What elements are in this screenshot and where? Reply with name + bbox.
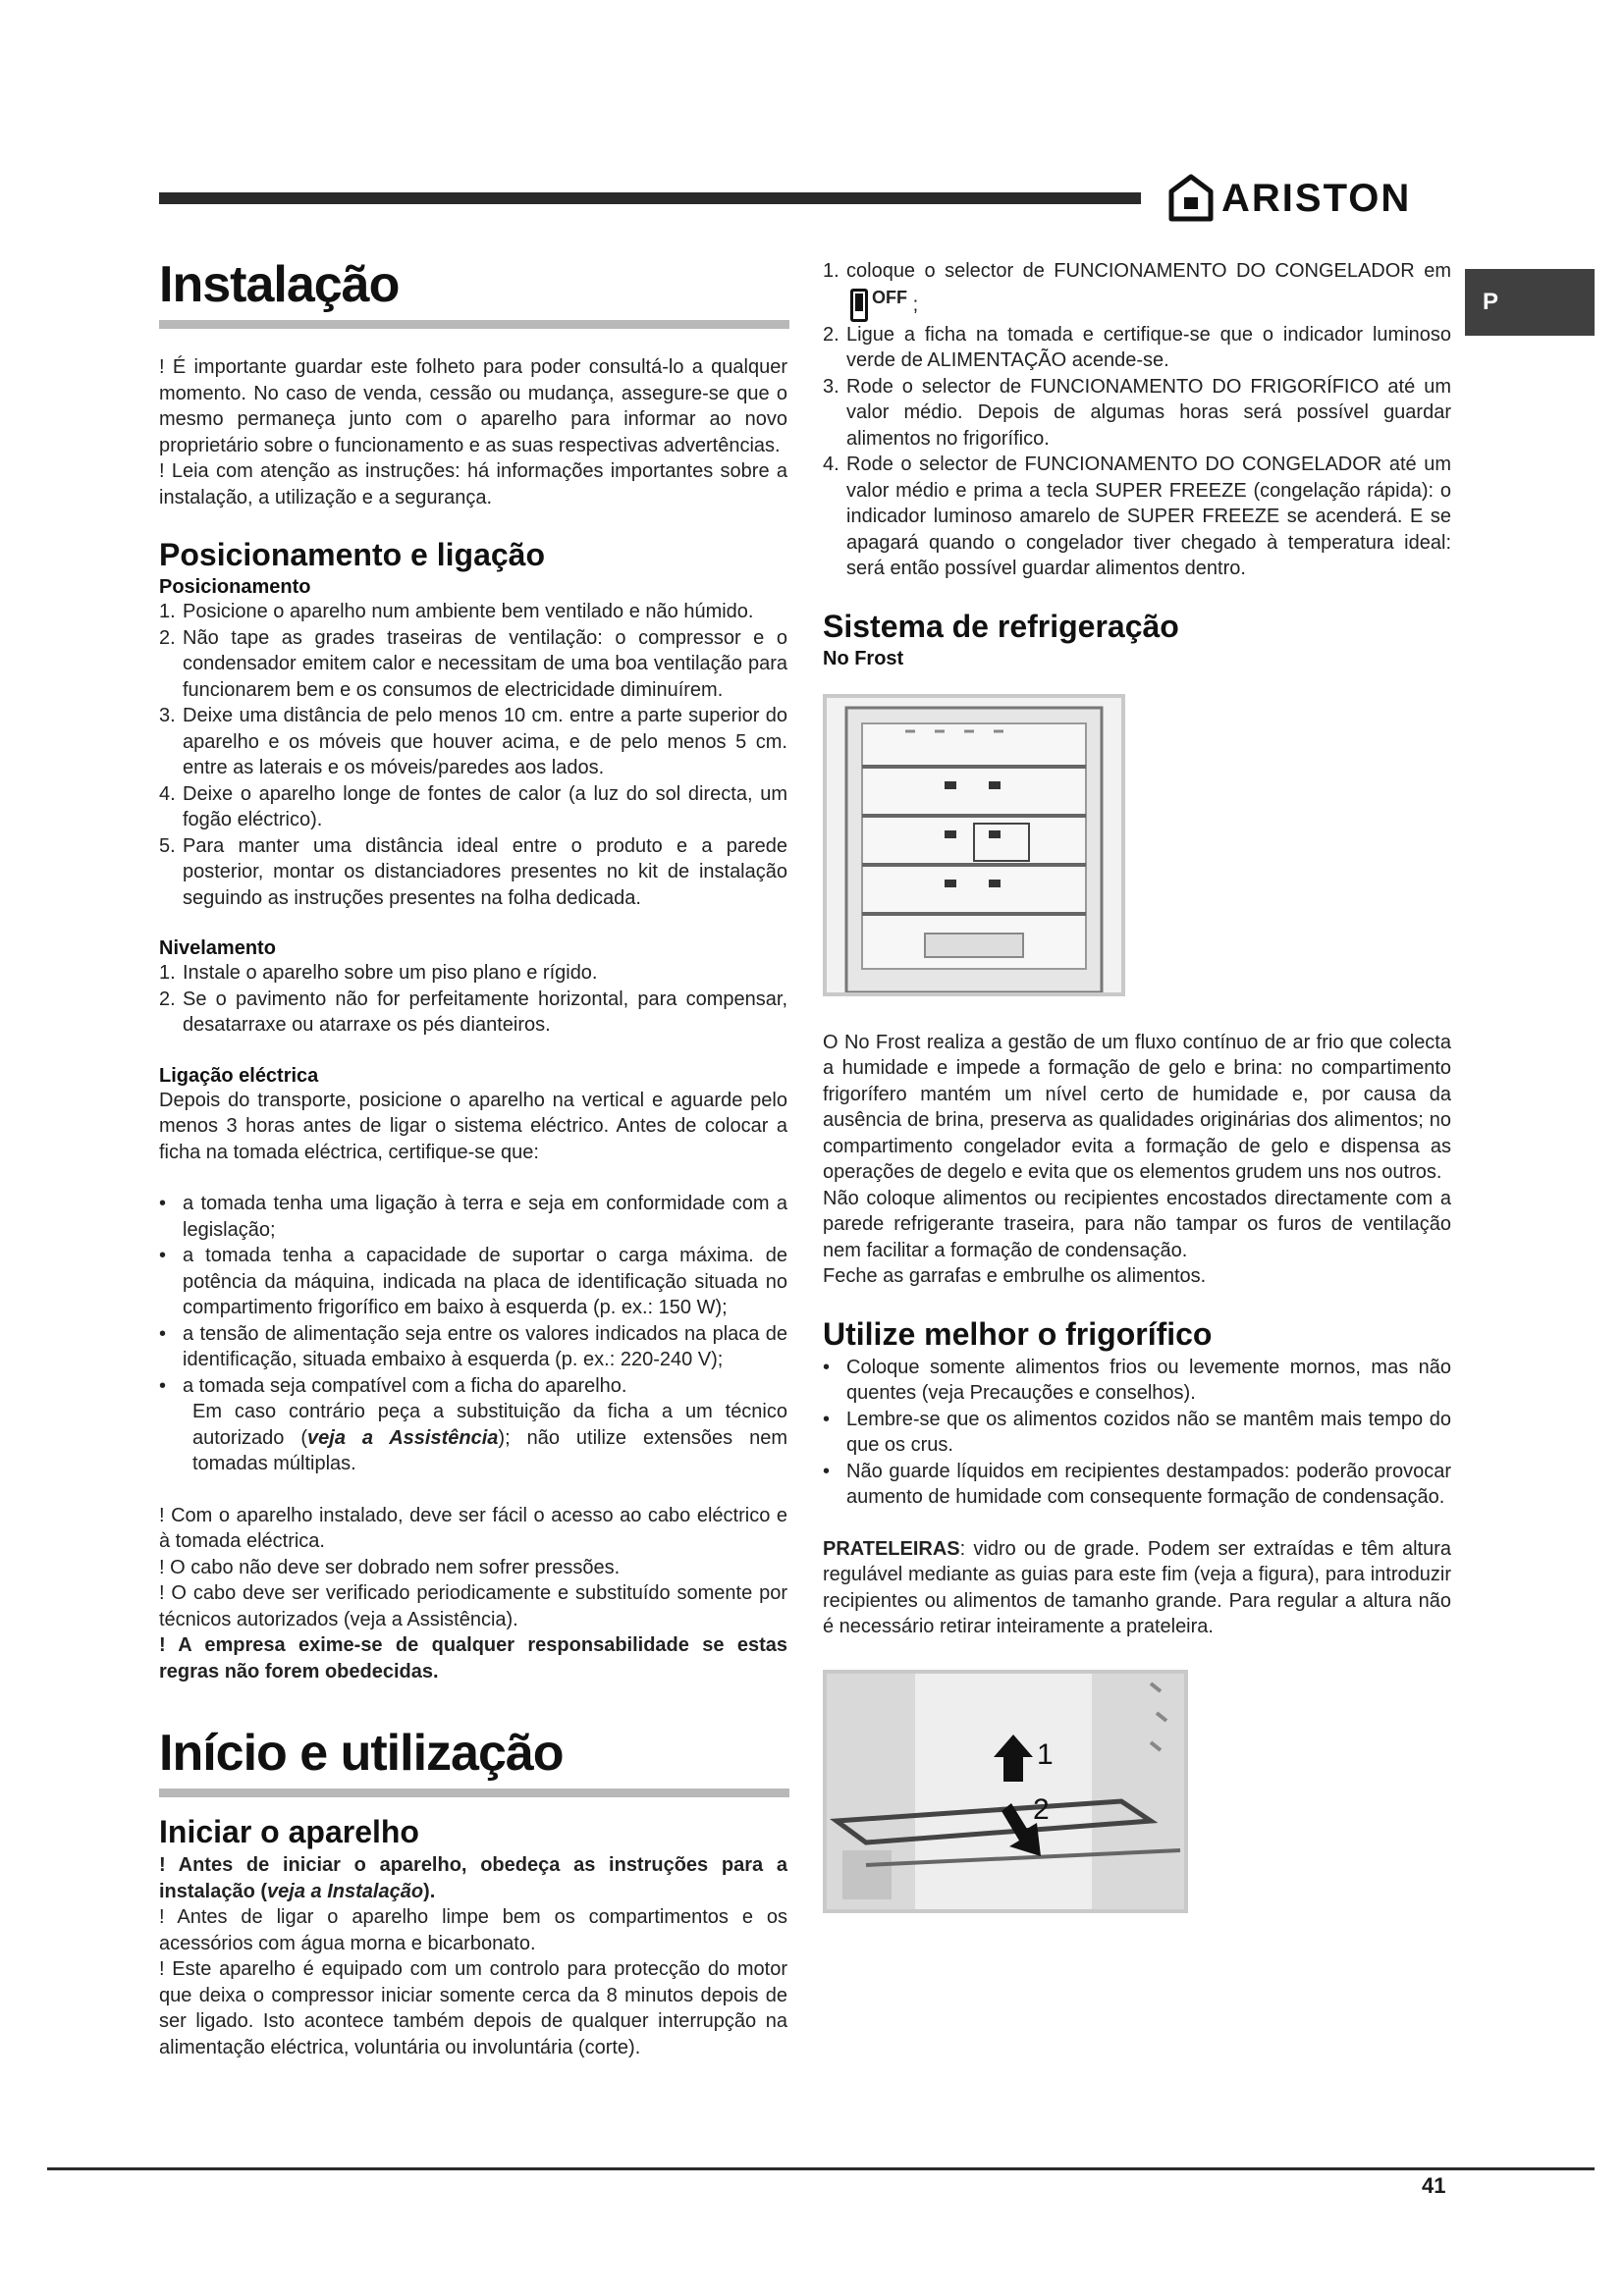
positioning-heading: Posicionamento e ligação	[159, 537, 545, 572]
off-switch-icon	[850, 289, 868, 322]
electrical-paragraph: Depois do transporte, posicione o aparelho na vertical e aguarde pelo menos 3 horas antes de ligar o sistema eléctrico. Antes de colocar a ficha na tomada eléctrica, certifique-se que:	[159, 1089, 787, 1163]
electrical-subheading: Ligação eléctrica	[159, 1064, 319, 1087]
list-item: 1. Instale o aparelho sobre um piso plano e rígido.	[159, 962, 598, 984]
nofrost-paragraph: Não coloque alimentos ou recipientes encostados directamente com a parede refrigerante traseira, para não tampar os furos de ventilação nem facilitar a formação de condensação.	[823, 1187, 1451, 1261]
warning-text: ! O cabo não deve ser dobrado nem sofrer pressões.	[159, 1556, 621, 1578]
list-item: 3. Deixe uma distância de pelo menos 10 cm. entre a parte superior do aparelho e os móveis que houver acima, e de pelo menos 5 cm. entre as laterais e os móveis/paredes aos lados.	[159, 705, 787, 778]
list-item: • Não guarde líquidos em recipientes destampados: poderão provocar aumento de humidade com consequente formação de condensação.	[823, 1459, 1451, 1511]
start-use-title: Início e utilização	[159, 1725, 564, 1782]
brand-logo	[1168, 171, 1411, 226]
list-item: 1. coloque o selector de FUNCIONAMENTO DO CONGELADOR em OFF ;	[823, 258, 1451, 322]
list-item: 4. Rode o selector de FUNCIONAMENTO DO CONGELADOR até um valor médio e prima a tecla SUPER FREEZE (congelação rápida): o indicador luminoso amarelo de SUPER FREEZE se acenderá. E se apagará quando o congelador tiver chegado à temperatura ideal: será então possível guardar alimentos dentro.	[823, 454, 1451, 580]
start-warning: ! Antes de iniciar o aparelho, obedeça as instruções para a instalação (veja a Instalação).	[159, 1854, 787, 1902]
right-column	[823, 258, 1451, 1913]
list-item: 2. Não tape as grades traseiras de ventilação: o compressor e o condensador emitem calor e necessitam de uma boa ventilação para funcionarem bem e os consumos de electricidade diminuírem.	[159, 626, 787, 701]
leveling-list	[159, 960, 787, 1039]
shelves-label: PRATELEIRAS	[823, 1537, 960, 1560]
shelves-paragraph: PRATELEIRAS: vidro ou de grade. Podem ser extraídas e têm altura regulável mediante as guias para este fim (veja a figura), para introduzir recipientes ou alimentos de tamanho grande. Para regular a altura não é necessário retirar inteiramente a prateleira.	[823, 1537, 1451, 1638]
positioning-subheading: Posicionamento	[159, 576, 311, 598]
electrical-note: Em caso contrário peça a substituição da ficha a um técnico autorizado (veja a Assistência); não utilize extensões nem tomadas múltiplas.	[192, 1401, 788, 1474]
electrical-checklist	[159, 1191, 787, 1477]
page-number: 41	[1422, 2173, 1446, 2198]
start-paragraph: ! Antes de ligar o aparelho limpe bem os compartimentos e os acessórios com água morna e bicarbonato.	[159, 1906, 787, 1954]
figure-label: 2	[1033, 1792, 1050, 1826]
positioning-list	[159, 599, 787, 911]
nofrost-paragraph: O No Frost realiza a gestão de um fluxo contínuo de ar frio que colecta a humidade e impede a formação de gelo e brina: no compartimento frigorífero mantém um nível certo de humidade e, por causa da ausência de brina, preserva as qualidades originárias dos alimentos; no compartimento congelador evita a formação de gelo e dispensa as operações de degelo e evita que os elementos grudem uns nos outros.	[823, 1031, 1451, 1184]
header-rule	[159, 192, 1141, 204]
list-item: 3. Rode o selector de FUNCIONAMENTO DO FRIGORÍFICO até um valor médio. Depois de algumas horas será possível guardar alimentos no frigorífico.	[823, 375, 1451, 450]
list-item: 1. Posicione o aparelho num ambiente bem ventilado e não húmido.	[159, 601, 754, 622]
intro-paragraph: ! É importante guardar este folheto para poder consultá-lo a qualquer momento. No caso de venda, cessão ou mudança, assegure-se que o mesmo permaneça junto com o aparelho para informar ao novo proprietário sobre o funcionamento e as suas respectivas advertências.	[159, 356, 787, 456]
list-item: • a tomada tenha uma ligação à terra e seja em conformidade com a legislação;	[159, 1191, 787, 1243]
start-heading: Iniciar o aparelho	[159, 1814, 419, 1849]
list-item: • Lembre-se que os alimentos cozidos não se mantêm mais tempo do que os crus.	[823, 1407, 1451, 1459]
nofrost-paragraph: Feche as garrafas e embrulhe os alimentos.	[823, 1265, 1207, 1288]
warning-text: ! Com o aparelho instalado, deve ser fácil o acesso ao cabo eléctrico e à tomada eléctrica.	[159, 1504, 787, 1552]
list-item: • a tomada seja compatível com a ficha do aparelho.	[159, 1373, 787, 1400]
list-item: 4. Deixe o aparelho longe de fontes de calor (a luz do sol directa, um fogão eléctrico).	[159, 782, 787, 830]
footer-rule	[47, 2167, 1595, 2170]
cooling-heading: Sistema de refrigeração	[823, 608, 1179, 644]
nofrost-subheading: No Frost	[823, 647, 904, 669]
start-paragraph: ! Este aparelho é equipado com um controlo para protecção do motor que deixa o compressor iniciar somente cerca da 8 minutos depois de ser ligado. Isto acontece também depois de qualquer interrupção na alimentação eléctrica, voluntária ou involuntária (corte).	[159, 1958, 787, 2058]
language-tab: P	[1465, 269, 1595, 336]
list-item: • a tomada tenha a capacidade de suportar o carga máxima. de potência da máquina, indicada na placa de identificação situada no compartimento frigorífico em baixo à esquerda (p. ex.: 150 W);	[159, 1243, 787, 1321]
use-heading: Utilize melhor o frigorífico	[823, 1315, 1213, 1352]
ariston-house-icon	[1168, 174, 1214, 223]
leveling-subheading: Nivelamento	[159, 937, 276, 959]
warning-text: ! O cabo deve ser verificado periodicamente e substituído somente por técnicos autorizados (veja a Assistência).	[159, 1582, 787, 1630]
off-label: OFF	[872, 287, 907, 307]
shelf-adjustment-figure	[823, 1670, 1188, 1913]
figure-label: 1	[1037, 1737, 1054, 1771]
intro-paragraph: ! Leia com atenção as instruções: há informações importantes sobre a instalação, a utilização e a segurança.	[159, 460, 787, 508]
installation-title: Instalação	[159, 256, 400, 313]
liability-warning: ! A empresa exime-se de qualquer responsabilidade se estas regras não forem obedecidas.	[159, 1634, 787, 1682]
left-column	[159, 255, 787, 2060]
title-rule	[159, 320, 789, 329]
freezer-shelves-figure	[823, 694, 1125, 996]
list-item: 5. Para manter uma distância ideal entre o produto e a parede posterior, montar os distanciadores presentes no kit de instalação seguindo as instruções presentes na folha dedicada.	[159, 834, 787, 909]
title-rule	[159, 1789, 789, 1797]
shelf-adjustment-illustration	[827, 1674, 1184, 1909]
list-item: 2. Se o pavimento não for perfeitamente horizontal, para compensar, desatarraxe ou atarraxe os pés dianteiros.	[159, 988, 787, 1036]
freezer-interior-illustration	[827, 698, 1121, 992]
list-item: • a tensão de alimentação seja entre os valores indicados na placa de identificação, situada embaixo à esquerda (p. ex.: 220-240 V);	[159, 1321, 787, 1373]
brand-name: ARISTON	[1221, 176, 1412, 220]
list-item: • Coloque somente alimentos frios ou levemente mornos, mas não quentes (veja Precauções e conselhos).	[823, 1355, 1451, 1407]
list-item: 2. Ligue a ficha na tomada e certifique-se que o indicador luminoso verde de ALIMENTAÇÃO acende-se.	[823, 323, 1451, 372]
